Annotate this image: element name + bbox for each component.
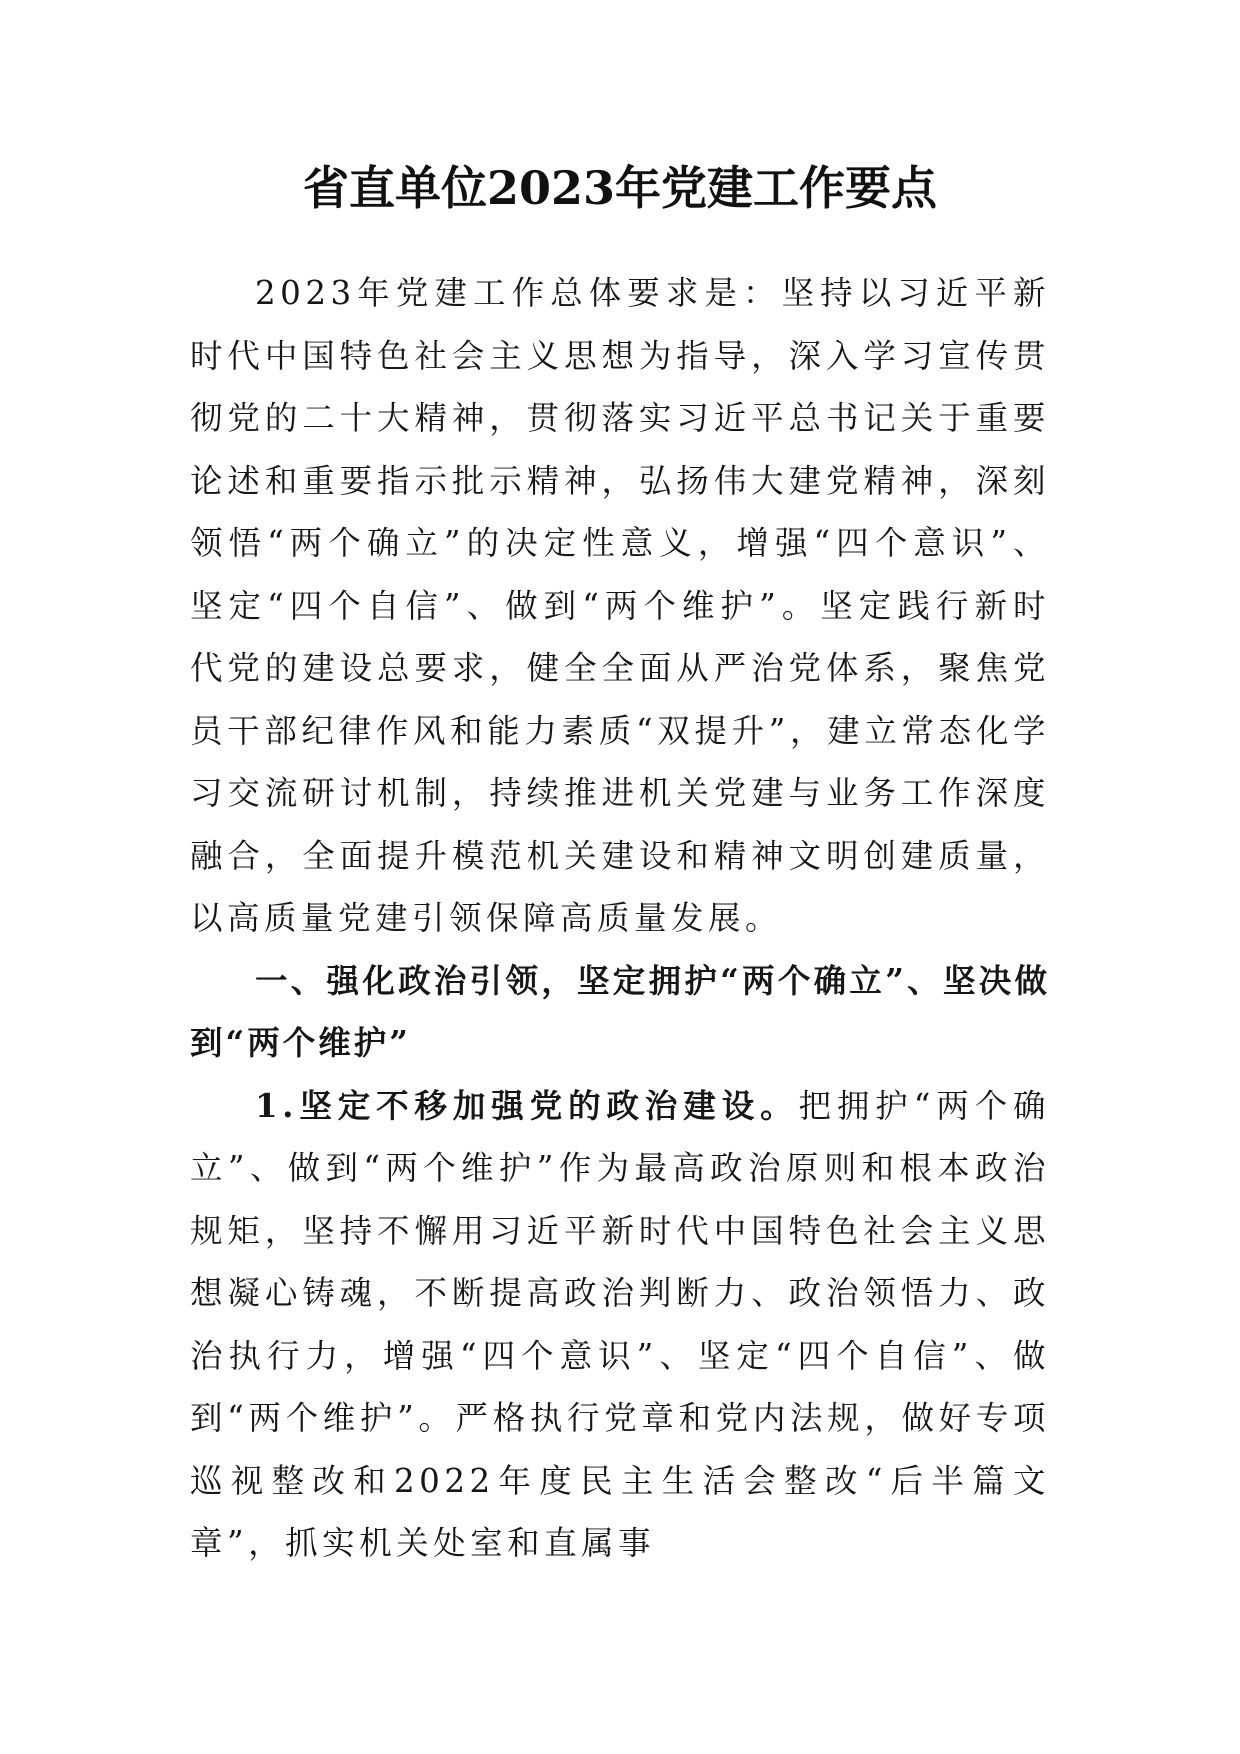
item-lead-1: 1.坚定不移加强党的政治建设。 xyxy=(255,1085,799,1125)
document-body xyxy=(190,262,1050,1575)
document-title: 省直单位2023年党建工作要点 xyxy=(302,161,938,215)
item-text-1: 把拥护“两个确立”、做到“两个维护”作为最高政治原则和根本政治规矩，坚持不懈用习近平新时代中国特色社会主义思想凝心铸魂，不断提高政治判断力、政治领悟力、政治执行力，增强“四个意识”、坚定“四个自信”、做到“两个维护”。严格执行党章和党内法规，做好专项巡视整改和2022年度民主生活会整改“后半篇文章”，抓实机关处室和直属事 xyxy=(190,1086,1050,1562)
section-heading-1: 一、强化政治引领，坚定拥护“两个确立”、坚决做到“两个维护” xyxy=(190,960,1050,1062)
intro-paragraph: 2023年党建工作总体要求是：坚持以习近平新时代中国特色社会主义思想为指导，深入学习宣传贯彻党的二十大精神，贯彻落实习近平总书记关于重要论述和重要指示批示精神，弘扬伟大建党精神，深刻领悟“两个确立”的决定性意义，增强“四个意识”、坚定“四个自信”、做到“两个维护”。坚定践行新时代党的建设总要求，健全全面从严治党体系，聚焦党员干部纪律作风和能力素质“双提升”，建立常态化学习交流研讨机制，持续推进机关党建与业务工作深度融合，全面提升模范机关建设和精神文明创建质量，以高质量党建引领保障高质量发展。 xyxy=(190,274,1050,937)
item-paragraph-1 xyxy=(190,1075,1050,1575)
